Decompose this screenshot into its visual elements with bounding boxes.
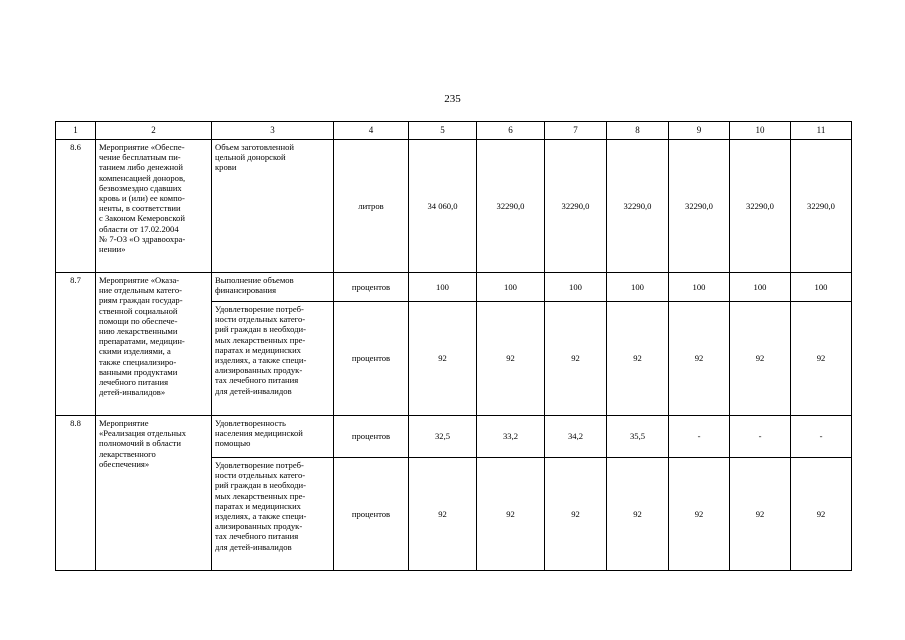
column-header: 10 (730, 122, 791, 140)
unit-cell: литров (334, 140, 409, 273)
indicator-name: Удовлетворение потреб- ности отдельных катего- рий граждан в необходи- мых лекарственных пре- паратах и медицинских изделиях, а также специ- ализированных продук- тах лечебного питания для детей-инвалидов (212, 302, 334, 416)
value-cell: 33,2 (477, 416, 545, 458)
unit-cell: процентов (334, 273, 409, 302)
indicator-name: Удовлетворенность населения медицинской помощью (212, 416, 334, 458)
value-cell: 100 (791, 273, 852, 302)
column-header: 2 (96, 122, 212, 140)
column-header: 3 (212, 122, 334, 140)
value-cell: 92 (477, 302, 545, 416)
value-cell: 32290,0 (477, 140, 545, 273)
value-cell: 32,5 (409, 416, 477, 458)
value-cell: 92 (545, 458, 607, 571)
indicators-table (55, 121, 852, 571)
value-cell: 32290,0 (607, 140, 669, 273)
column-header: 5 (409, 122, 477, 140)
row-number: 8.7 (56, 273, 96, 416)
value-cell: 92 (730, 302, 791, 416)
value-cell: 32290,0 (545, 140, 607, 273)
column-header: 4 (334, 122, 409, 140)
value-cell: 100 (669, 273, 730, 302)
value-cell: 92 (607, 458, 669, 571)
value-cell: 100 (477, 273, 545, 302)
value-cell: 34 060,0 (409, 140, 477, 273)
value-cell: 92 (409, 302, 477, 416)
unit-cell: процентов (334, 416, 409, 458)
column-header: 11 (791, 122, 852, 140)
value-cell: 100 (607, 273, 669, 302)
value-cell: 92 (791, 458, 852, 571)
value-cell: - (791, 416, 852, 458)
value-cell: 100 (545, 273, 607, 302)
unit-cell: процентов (334, 458, 409, 571)
value-cell: 92 (669, 458, 730, 571)
value-cell: 92 (409, 458, 477, 571)
value-cell: 92 (477, 458, 545, 571)
value-cell: 32290,0 (669, 140, 730, 273)
value-cell: 34,2 (545, 416, 607, 458)
value-cell: - (669, 416, 730, 458)
value-cell: 92 (607, 302, 669, 416)
value-cell: 92 (791, 302, 852, 416)
value-cell: 35,5 (607, 416, 669, 458)
row-number: 8.8 (56, 416, 96, 571)
table-row (56, 416, 852, 458)
column-header: 7 (545, 122, 607, 140)
event-description: Мероприятие «Реализация отдельных полномочий в области лекарственного обеспечения» (96, 416, 212, 571)
column-header: 9 (669, 122, 730, 140)
column-header: 8 (607, 122, 669, 140)
value-cell: - (730, 416, 791, 458)
event-description: Мероприятие «Оказа- ние отдельным катего- риям граждан государ- ственной социальной помощи по обеспече- нию лекарственными препаратами, медицин- скими изделиями, а также специализиро- ванными продуктами лечебного питания детей-инвалидов» (96, 273, 212, 416)
event-description: Мероприятие «Обеспе- чение бесплатным пи- танием либо денежной компенсацией доноров, безвозмездно сдавших кровь и (или) ее компо- ненты, в соответствии с Законом Кемеровской области от 17.02.2004 № 7-ОЗ «О здравоохра- нении» (96, 140, 212, 273)
value-cell: 32290,0 (730, 140, 791, 273)
row-number: 8.6 (56, 140, 96, 273)
value-cell: 92 (545, 302, 607, 416)
indicator-name: Выполнение объемов финансирования (212, 273, 334, 302)
value-cell: 100 (730, 273, 791, 302)
column-number-row (56, 122, 852, 140)
page-number: 235 (444, 93, 461, 105)
table-row (56, 273, 852, 302)
column-header: 6 (477, 122, 545, 140)
unit-cell: процентов (334, 302, 409, 416)
indicator-name: Удовлетворение потреб- ности отдельных катего- рий граждан в необходи- мых лекарственных пре- паратах и медицинских изделиях, а также специ- ализированных продук- тах лечебного питания для детей-инвалидов (212, 458, 334, 571)
table-row (56, 140, 852, 273)
value-cell: 32290,0 (791, 140, 852, 273)
value-cell: 92 (730, 458, 791, 571)
column-header: 1 (56, 122, 96, 140)
value-cell: 92 (669, 302, 730, 416)
indicator-name: Объем заготовленной цельной донорской крови (212, 140, 334, 273)
value-cell: 100 (409, 273, 477, 302)
